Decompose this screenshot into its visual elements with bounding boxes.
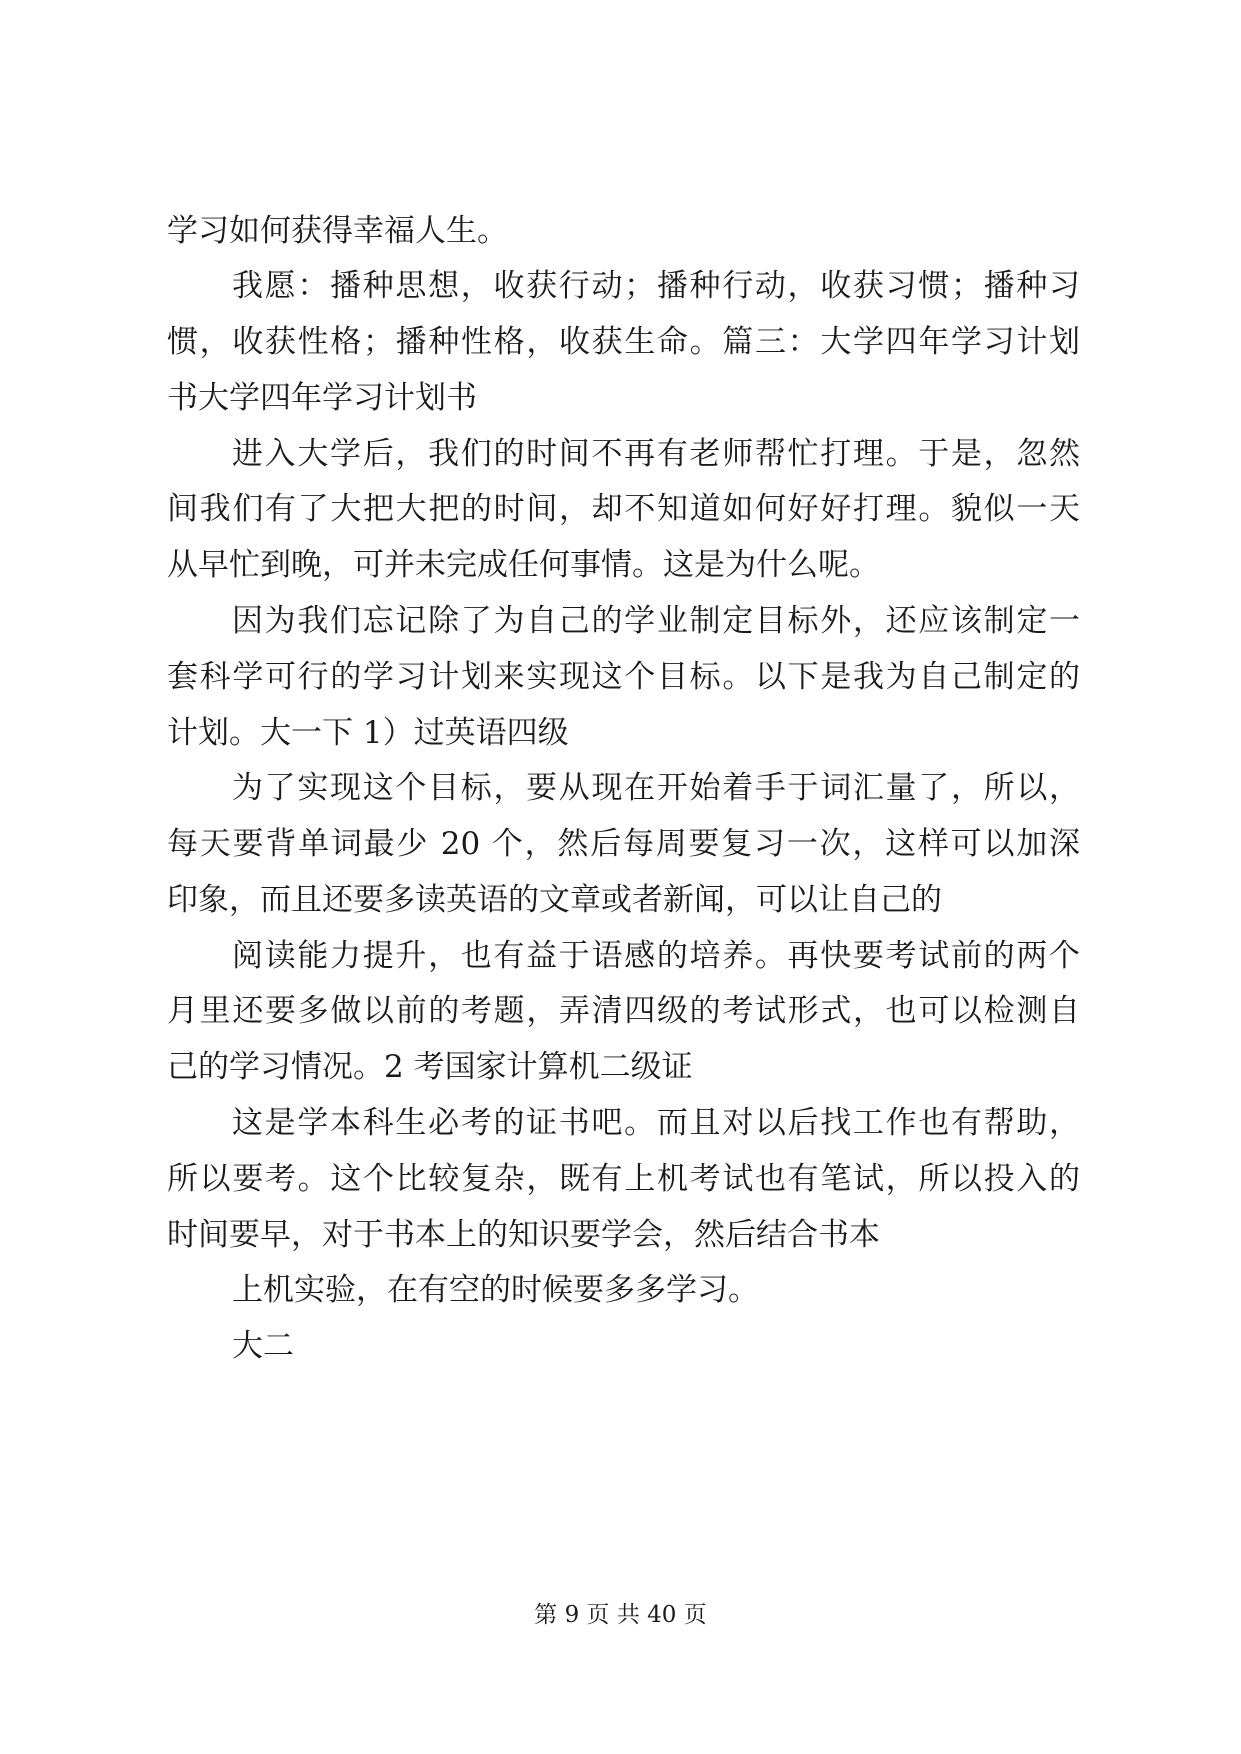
text-line: 这是学本科生必考的证书吧。而且对以后找工作也有帮助， bbox=[232, 1105, 1080, 1141]
text-line: 所以要考。这个比较复杂，既有上机考试也有笔试，所以投入的 bbox=[167, 1161, 1080, 1197]
text-line: 因为我们忘记除了为自己的学业制定目标外，还应该制定一 bbox=[232, 603, 1080, 639]
text-line: 印象，而且还要多读英语的文章或者新闻，可以让自己的 bbox=[167, 882, 942, 918]
text-line: 己的学习情况。2 考国家计算机二级证 bbox=[167, 1049, 693, 1085]
text-line: 计划。大一下 1）过英语四级 bbox=[167, 715, 569, 751]
text-line: 阅读能力提升，也有益于语感的培养。再快要考试前的两个 bbox=[232, 938, 1080, 974]
text-line: 我愿：播种思想，收获行动；播种行动，收获习惯；播种习 bbox=[232, 268, 1080, 304]
text-line: 从早忙到晚，可并未完成任何事情。这是为什么呢。 bbox=[167, 547, 880, 583]
text-line: 为了实现这个目标，要从现在开始着手于词汇量了，所以， bbox=[232, 770, 1080, 806]
text-line: 书大学四年学习计划书 bbox=[167, 380, 477, 416]
text-line: 每天要背单词最少 20 个，然后每周要复习一次，这样可以加深 bbox=[167, 826, 1080, 862]
text-line: 大二 bbox=[232, 1328, 294, 1364]
text-line: 时间要早，对于书本上的知识要学会，然后结合书本 bbox=[167, 1217, 880, 1253]
text-line: 惯，收获性格；播种性格，收获生命。篇三：大学四年学习计划 bbox=[167, 324, 1080, 360]
page-footer: 第 9 页 共 40 页 bbox=[534, 1602, 707, 1628]
text-line: 进入大学后，我们的时间不再有老师帮忙打理。于是，忽然 bbox=[232, 436, 1080, 472]
text-line: 套科学可行的学习计划来实现这个目标。以下是我为自己制定的 bbox=[167, 659, 1080, 695]
text-line: 学习如何获得幸福人生。 bbox=[167, 213, 508, 249]
text-line: 月里还要多做以前的考题，弄清四级的考试形式，也可以检测自 bbox=[167, 993, 1080, 1029]
text-line: 间我们有了大把大把的时间，却不知道如何好好打理。貌似一天 bbox=[167, 491, 1080, 527]
text-line: 上机实验，在有空的时候要多多学习。 bbox=[232, 1272, 759, 1308]
